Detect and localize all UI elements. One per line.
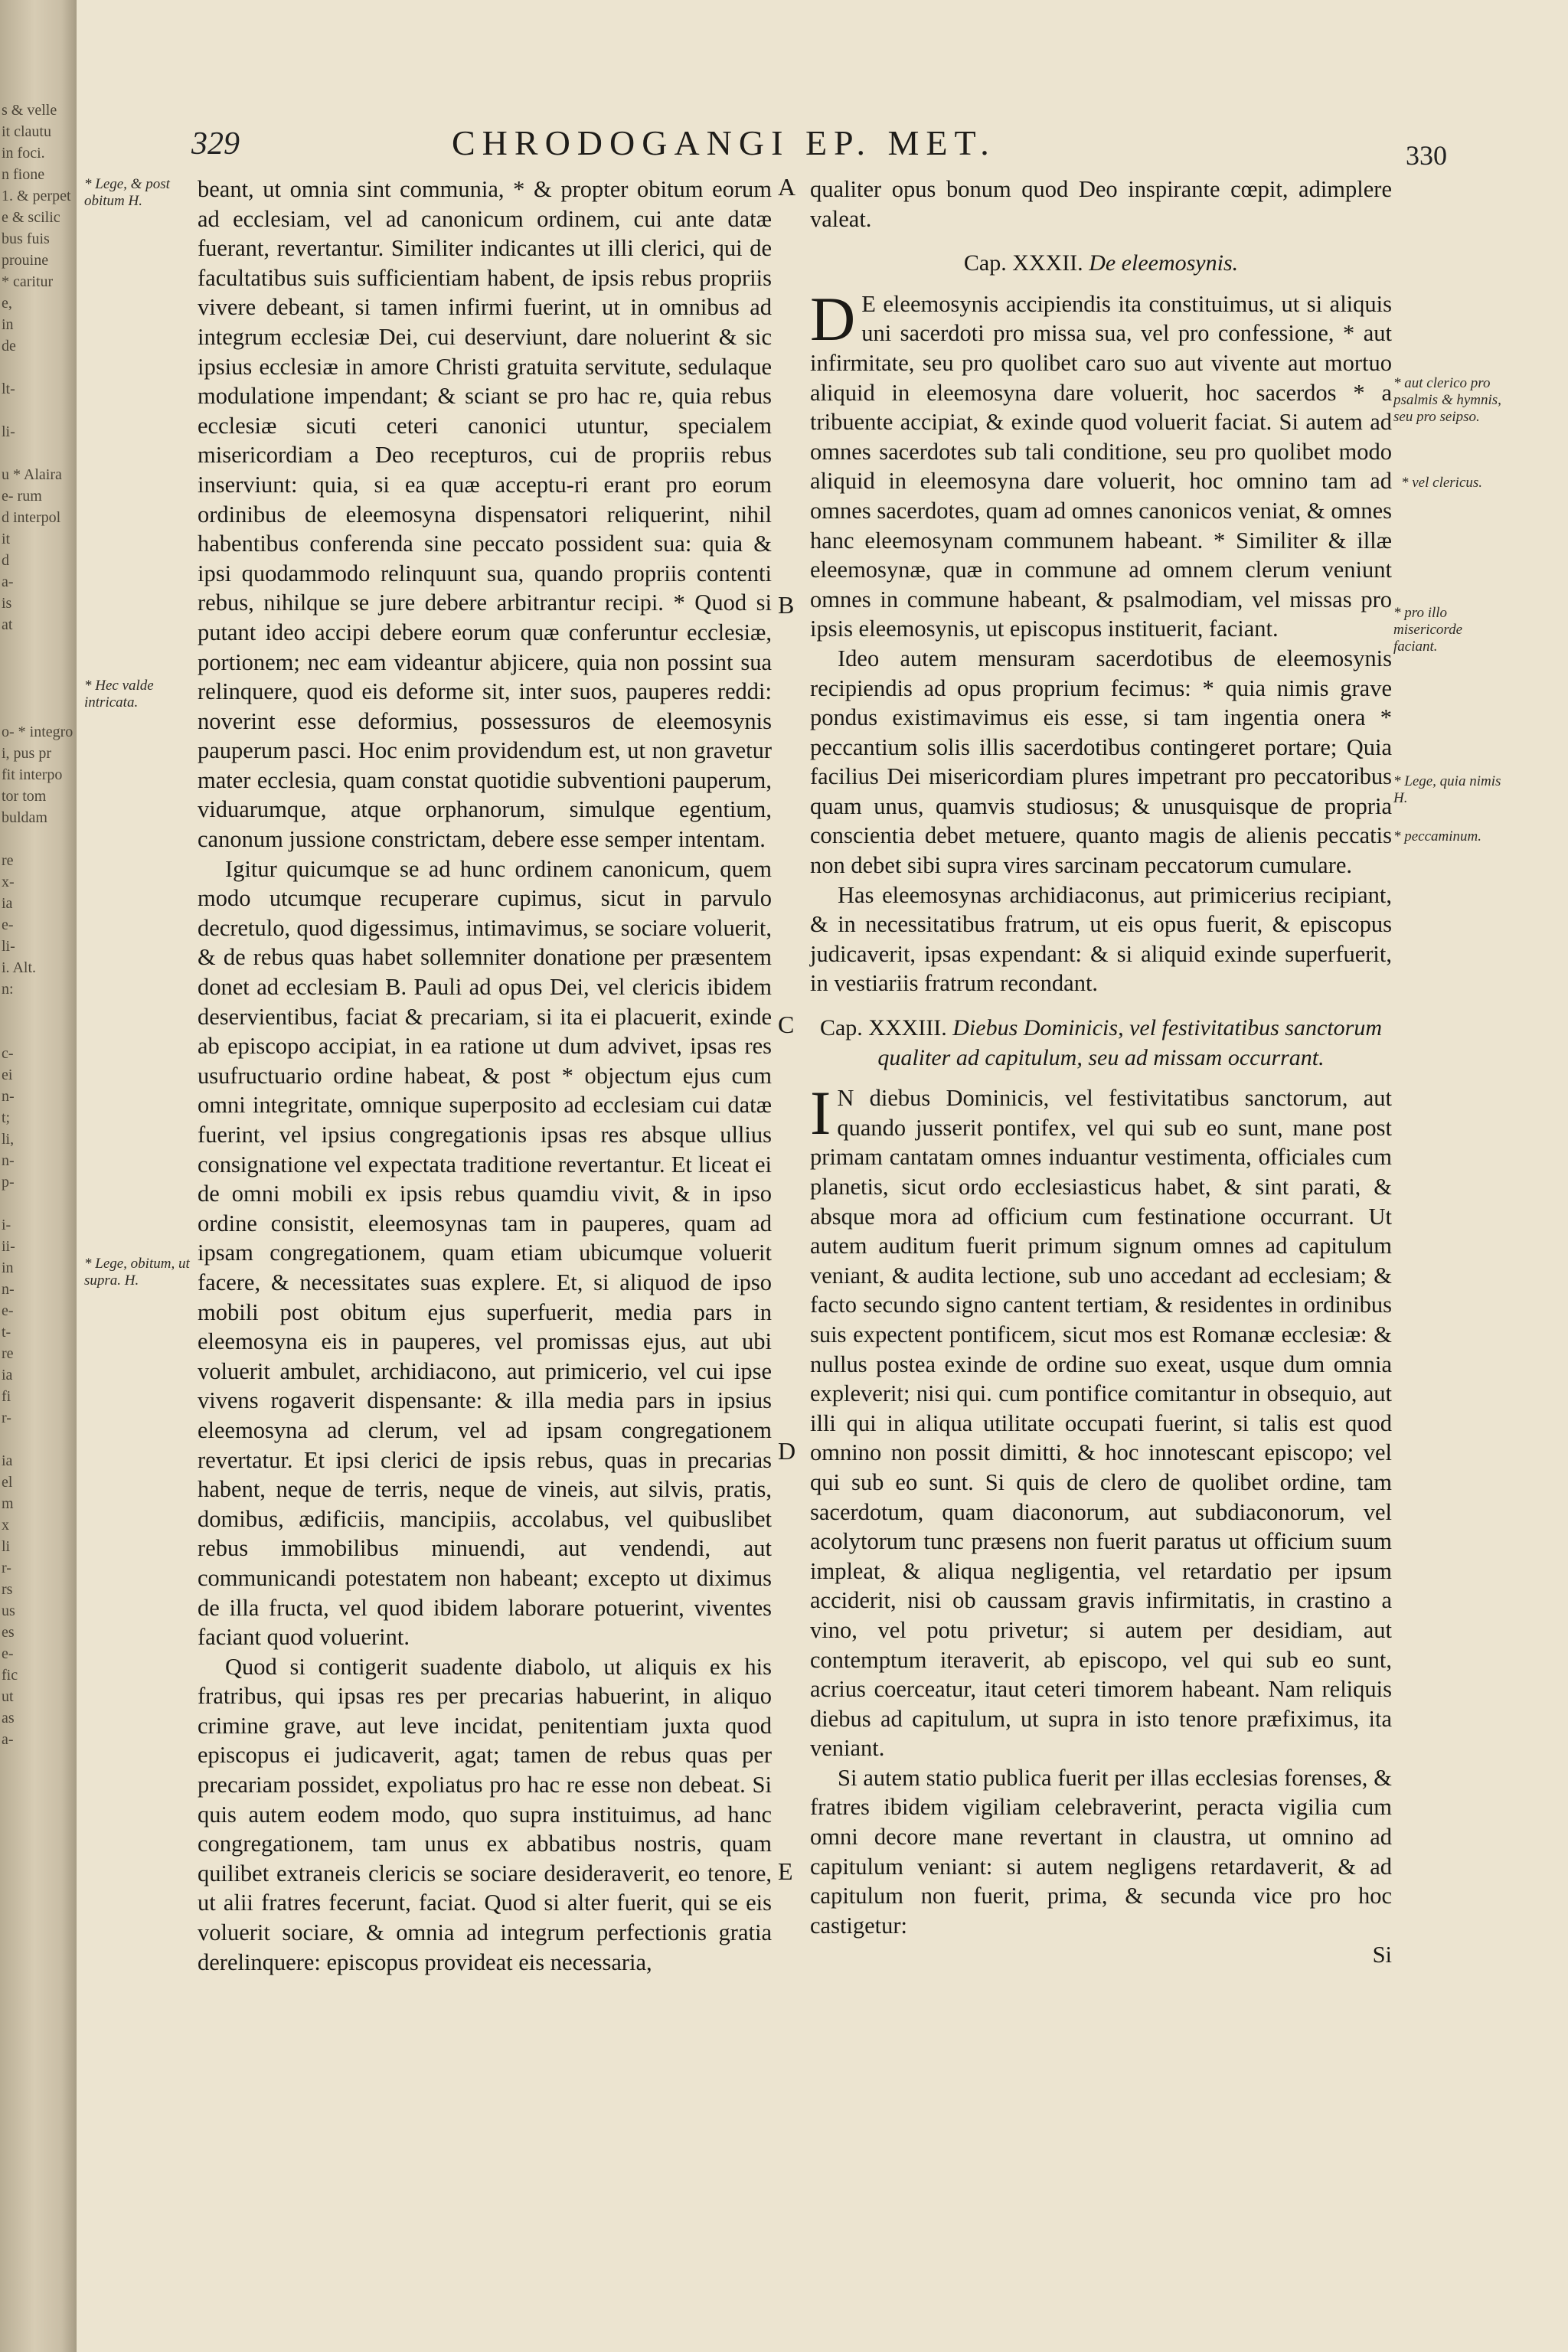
- chapter-33-title: Diebus Dominicis, vel festivitatibus sanctorum qualiter ad capitulum, seu ad missam occurrant.: [877, 1015, 1383, 1070]
- chapter-32-label: Cap. XXXII.: [963, 250, 1083, 276]
- left-paragraph-1: beant, ut omnia sint communia, * & propter obitum eorum ad ecclesiam, vel ad canonicum ordinem, cui ante datæ fuerant, revertantur. Similiter indicantes ut illi clerici, qui de facultatibus suis sufficientiam habent, de ipsis rebus propriis vivere debeant, si tamen infirmi fuerint, ut in omnibus ad integrum ecclesiæ Dei, cui deserviunt, dare noluerint & sic ipsius ecclesiæ in amore Christi gratuita servitute, sedulaque modulatione impendant; & sciant se pro hac re, quia rebus ecclesiæ sicuti ceteri canonici utuntur, specialem misericordiam a Deo recepturos, cui de propriis rebus inserviunt: quia, si ea quæ acceptu-ri erant pro eorum ordinibus de eleemosyna dispensatori reliquerint, nihil habentibus conferenda sine peccato possident sua: quia & ipsi quodammodo relinquunt sua, quando propriis contenti rebus, nihilque se jure debere arbitrantur recipi. * Quod si putant ideo accipi debere eorum quæ conferuntur ecclesiæ, portionem; nec eam videantur abjicere, quia non possint sua relinquere, quod eis deforme sit, inter suos, pauperes reddi: noverint esse deformius, possessuros de eleemosynis pauperum pasci. Hoc enim providendum est, ut non gravetur mater ecclesia, quam constat quotidie subventioni pauperum, viduarumque, atque orphanorum, simulque egentium, canonum jussione constrictam, debere esse semper intentam.: [198, 176, 772, 853]
- margin-note-right-5: * peccaminum.: [1393, 828, 1482, 844]
- bleed-fragment: de: [2, 338, 16, 354]
- bleed-fragment: e-: [2, 916, 14, 933]
- bleed-fragment: i, pus pr: [2, 745, 51, 762]
- bleed-fragment: t;: [2, 1109, 11, 1126]
- bleed-fragment: [2, 1429, 74, 1450]
- bleed-fragment: e & scilic: [2, 209, 60, 226]
- bleed-fragment: fic: [2, 1667, 18, 1684]
- bleed-fragment: li: [2, 1538, 11, 1555]
- bleed-fragment: n-: [2, 1088, 15, 1105]
- running-title: CHRODOGANGI EP. MET.: [452, 123, 996, 162]
- bleed-fragment: i-: [2, 1217, 11, 1233]
- margin-note-left-1: * Lege, & post obitum H.: [84, 176, 170, 209]
- right-column: [810, 175, 1392, 1970]
- page-number-right: 330: [1406, 140, 1447, 171]
- bleed-fragment: o- * integro: [2, 724, 74, 740]
- right-paragraph-3: Ideo autem mensuram sacerdotibus de eleemosynis recipiendis ad opus proprium fecimus: * quia nimis grave pondus existimavimus eis esse, si tam ingentia onera * peccantium solis illis sacerdotibus contingeret portare; Quia facilius Dei misericordiam plures impetrant pro peccatoribus quam unus, quamvis studiosus; & unusquisque de propria conscientia debet metuere, quanto magis de alienis peccatis non debet sibi supra vires sarcinam peccatorum cumulare.: [810, 645, 1392, 879]
- bleed-fragment: in foci.: [2, 145, 45, 162]
- bleed-fragment: x: [2, 1517, 9, 1534]
- bleed-fragment: i. Alt.: [2, 959, 37, 976]
- bleed-fragment: lt-: [2, 381, 15, 397]
- bleed-fragment: es: [2, 1624, 15, 1641]
- running-header: [191, 122, 1447, 176]
- bleed-fragment: fit interpo: [2, 766, 63, 783]
- bleed-fragment: n-: [2, 1152, 15, 1169]
- bleed-fragment: a-: [2, 1731, 14, 1748]
- bleed-fragment: ia: [2, 895, 13, 912]
- bleed-fragment: as: [2, 1710, 15, 1726]
- bleed-fragment: re: [2, 1345, 14, 1362]
- drop-cap-d: D: [810, 283, 856, 354]
- bleed-fragment: 1. & perpet: [2, 188, 71, 204]
- bleed-fragment: rs: [2, 1581, 13, 1598]
- bleed-fragment: in: [2, 1259, 14, 1276]
- left-column: [198, 175, 772, 1977]
- bleed-fragment: n fione: [2, 166, 45, 183]
- right-paragraph-5-text: N diebus Dominicis, vel festivitatibus sanctorum, aut quando jusserit pontifex, vel qui sub eo sunt, mane post primam cantatam omnes induantur vestimenta, officiales cum planetis, sicut ordo ecclesiasticus habet, & sint parati, & absque mora ad officium cum festinatione occurrant. Ut autem auditum fuerit primum signum omnes ad capitulum veniant, & audita lectione, sub uno accedant ad ecclesiam; & facto secundo signo cantent tertiam, & residentes in ordinibus suis expectent pontificem, sicut mos est Romanæ ecclesiæ: & nullus postea exinde de ordine suo exeat, usque dum omnia expleverit; nisi qui. cum pontifice comitantur in obsequio, aut illi qui in aliqua utilitate occupati fuerint, si talis est quod omnino non possit dimitti, & hoc innotescant episcopo; vel qui sub eo sunt. Si quis de clero de quolibet ordine, tam sacerdotum, quam diaconorum, aut subdiaconorum, vel acolytorum tunc præsens non fuerit paratus ut officium suum impleat, & aliqua negligentia, vel retardatio per ipsum acciderit, nisi ob caussam gravis infirmitatis, in crastino a vino, vel potu privetur; si autem per desidiam, aut contemptum iteraverit, ab episcopo, vel qui sub eo sunt, acrius coerceatur, itaut ceteri timorem habeant. Nam reliquis diebus ad capitulum, ut supra in isto tenore præfiximus, ita veniant.: [810, 1085, 1392, 1762]
- margin-note-right-3: * pro illo misericorde faciant.: [1393, 605, 1463, 655]
- bleed-fragment: it: [2, 531, 11, 547]
- bleed-fragment: d interpol: [2, 509, 61, 526]
- right-paragraph-5: [810, 1078, 1392, 1763]
- bleed-fragment: e- rum: [2, 488, 42, 505]
- bleed-fragment: prouine: [2, 252, 49, 269]
- right-paragraph-6: Si autem statio publica fuerit per illas ecclesias forenses, & fratres ibidem vigiliam celebraverint, peracta vigilia cum omni decore mane revertant in claustra, ut omnino ad capitulum veniant: si autem negligens retardaverit, & ad capitulum non fuerit, prima, & secunda vice pro hoc castigetur:: [810, 1764, 1392, 1939]
- bleed-fragment: * caritur: [2, 273, 54, 290]
- bleed-fragment: us: [2, 1602, 15, 1619]
- bleed-fragment: r-: [2, 1410, 11, 1426]
- bleed-fragment: at: [2, 616, 13, 633]
- bleed-fragment: fi: [2, 1388, 11, 1405]
- bleed-fragment: [2, 1021, 74, 1043]
- right-paragraph-1: qualiter opus bonum quod Deo inspirante cœpit, adimplere valeat.: [810, 176, 1392, 232]
- margin-note-right-2: * vel clericus.: [1401, 475, 1483, 491]
- bleed-fragment: r-: [2, 1560, 11, 1576]
- bleed-fragment: li-: [2, 423, 15, 440]
- bleed-fragment: e-: [2, 1302, 14, 1319]
- bleed-fragment: c-: [2, 1045, 14, 1062]
- catchword: Si: [1372, 1942, 1392, 1968]
- bleed-fragment: [2, 678, 74, 700]
- margin-note-right-4: * Lege, quia nimis H.: [1393, 773, 1501, 806]
- bleed-fragment: x-: [2, 874, 15, 890]
- margin-note-left-2: * Hec valde intricata.: [84, 678, 154, 710]
- chapter-32-heading: [810, 249, 1392, 279]
- bleed-fragment: ia: [2, 1452, 13, 1469]
- chapter-33-label: Cap. XXXIII.: [819, 1015, 947, 1041]
- bleed-fragment: [2, 657, 74, 678]
- section-marker-e: E: [778, 1857, 793, 1885]
- bleed-fragment: buldam: [2, 809, 47, 826]
- bleed-fragment: e,: [2, 295, 12, 312]
- right-paragraph-2-text: E eleemosynis accipiendis ita constituimus, ut si aliquis uni sacerdoti pro missa sua, vel pro confessione, * aut infirmitate, seu pro quolibet caro suo aut vivente aut mortuo aliquid in eleemosyna dare voluerit, hoc sacerdos * a tribuente accipiat, & exinde quod voluerit faciat. Si autem ad omnes sacerdotes sub tali conditione, seu pro quolibet modo aliquid in eleemosyna dare voluerit, hoc omnino tam ad omnes sacerdotes, quam ad omnes canonicos veniat, & omnes hanc eleemosynam communem habeant. * Similiter & illæ eleemosynæ, quæ in commune ad omnem clerum veniunt omnes in commune habeant, & psalmodiam, vel missas pro ipsis eleemosynis, ut episcopus instituerit, faciant.: [810, 290, 1392, 642]
- page-number-left: 329: [191, 126, 240, 162]
- bleed-fragment: d: [2, 552, 9, 569]
- bleed-fragment: [2, 1000, 74, 1021]
- section-marker-b: B: [778, 591, 795, 619]
- bleed-fragment: u * Alaira: [2, 466, 62, 483]
- bleed-fragment: [2, 635, 74, 657]
- chapter-32-title: De eleemosynis.: [1089, 250, 1239, 276]
- right-paragraph-4: Has eleemosynas archidiaconus, aut primicerius recipiant, & in necessitatibus fratrum, ut eis opus fuerit, & episcopus judicaverit, ipsas expendant: & si aliquid exinde superfuerit, in vestiariis fratrum recondant.: [810, 881, 1392, 997]
- bleed-fragment: tor tom: [2, 788, 47, 805]
- bleed-fragment: m: [2, 1495, 14, 1512]
- bleed-fragment: in: [2, 316, 14, 333]
- bleed-fragment: is: [2, 595, 12, 612]
- bleed-fragment: el: [2, 1474, 13, 1491]
- right-paragraph-2: [810, 283, 1392, 644]
- facing-page-bleed: [2, 100, 74, 1750]
- margin-note-right-1: * aut clerico pro psalmis & hymnis, seu pro seipso.: [1393, 375, 1501, 425]
- bleed-fragment: [2, 357, 74, 378]
- bleed-fragment: a-: [2, 573, 14, 590]
- bleed-fragment: p-: [2, 1174, 15, 1191]
- margin-note-left-3: * Lege, obitum, ut supra. H.: [84, 1256, 190, 1289]
- left-paragraph-3: Quod si contigerit suadente diabolo, ut aliquis ex his fratribus, qui ipsas res per precarias habuerint, in aliquo crimine grave, aut leve incidat, penitentiam juxta quod episcopus ei judicaverit, agat; tamen de rebus quas per precariam possidet, expoliatus pro hac re esse non debeat. Si quis autem eodem modo, quo supra instituimus, ad hanc congregationem, tam unus ex abbatibus nostris, quam quilibet extraneis clericis se sociare desideraverit, eo tenore, ut alii fratres fecerunt, faciat. Quod si alter fuerit, qui se eis voluerit sociare, & omnia ad integrum perfectionis gratia derelinquere: episcopus provideat eis necessaria,: [198, 1653, 772, 1975]
- bleed-fragment: ii-: [2, 1238, 15, 1255]
- left-paragraph-2: Igitur quicumque se ad hunc ordinem canonicum, quem modo utcumque recuperare cupimus, sicut in parvulo decretulo, quod digessimus, intimavimus, se sociare voluerit, & de rebus quas habet sollemniter donatione per præsentem donet ad ecclesiam B. Pauli ad opus Dei, vel clericis ibidem deservientibus, faciat & precariam, si ita ei placuerit, exinde ab episcopo accipiat, in ea ratione ut dum advivet, ipsas res usufructuario ordine habeat, & post * objectum ejus cum omni integritate, omnique superposito ad ecclesiam cui datæ fuerint, vel ipsius congregationis ipsas res absque ullius consignatione vel expectata traditione revertantur. Et liceat ei de omni mobili ex ipsis rebus quamdiu vivit, & in ipso ordine consistit, eleemosynas tam in pauperes, quam ad ipsam congregationem, quam etiam ubicumque voluerit facere, & necessitates suas explere. Et, si aliquod de ipso mobili post obitum ejus superfuerit, media pars in eleemosyna eis in pauperes, vel promissas ejus, aut ubi voluerit ambulet, archidiacono, aut primicerio, vel cui ipse vivens rogaverit dispensante: & illa media pars in ipsius eleemosyna ad clerum, vel ad ipsam congregationem revertatur. Et ipsi clerici de ipsis rebus, quas in precarias habent, neque de terris, neque de vineis, aut silvis, pratis, domibus, ædificiis, mancipiis, accolabus, vel quibuslibet rebus immobilibus minuendi, aut vendendi, aut communicandi potestatem non habeant; excepto ut diximus de illa fructa, vel quod ibidem laborare potuerint, viventes faciant quod voluerint.: [198, 855, 772, 1651]
- bleed-fragment: it clautu: [2, 123, 51, 140]
- bleed-fragment: t-: [2, 1324, 11, 1341]
- section-marker-c: C: [778, 1011, 795, 1038]
- bleed-fragment: li-: [2, 938, 15, 955]
- bleed-fragment: e-: [2, 1645, 14, 1662]
- bleed-fragment: n:: [2, 981, 14, 998]
- bleed-fragment: ei: [2, 1067, 13, 1083]
- bleed-fragment: [2, 828, 74, 850]
- bleed-fragment: [2, 700, 74, 721]
- bleed-fragment: ia: [2, 1367, 13, 1383]
- bleed-fragment: ut: [2, 1688, 14, 1705]
- bleed-fragment: [2, 443, 74, 464]
- bleed-fragment: s & velle: [2, 102, 57, 119]
- chapter-33-heading: [810, 1014, 1392, 1073]
- bleed-fragment: [2, 1193, 74, 1214]
- bleed-fragment: li,: [2, 1131, 15, 1148]
- bleed-fragment: n-: [2, 1281, 15, 1298]
- bleed-fragment: bus fuis: [2, 230, 50, 247]
- section-marker-a: A: [778, 173, 796, 201]
- section-marker-d: D: [778, 1437, 796, 1465]
- drop-cap-i: I: [810, 1078, 831, 1148]
- bleed-fragment: re: [2, 852, 14, 869]
- bleed-fragment: [2, 400, 74, 421]
